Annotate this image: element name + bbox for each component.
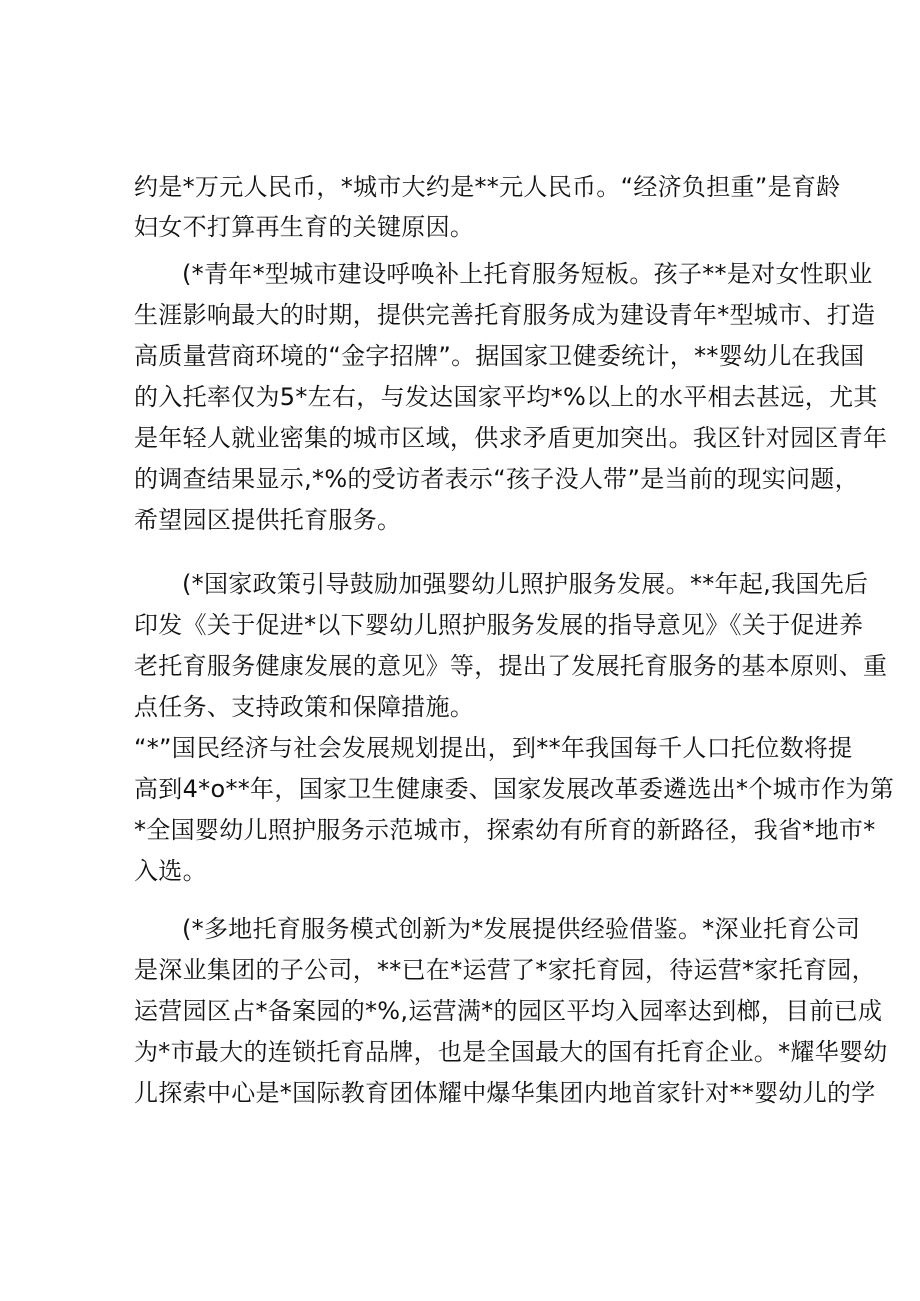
text-line: 的调查结果显示,*%的受访者表示“孩子没人带”是当前的现实问题， xyxy=(134,465,859,493)
text-line: 点任务、支持政策和保障措施。 xyxy=(134,693,475,721)
text-line: *全国婴幼儿照护服务示范城市，探索幼有所育的新路径，我省*地市* xyxy=(134,816,876,844)
text-line: 儿探索中心是*国际教育团体耀中爆华集团内地首家针对**婴幼儿的学 xyxy=(134,1079,876,1107)
text-line: 印发《关于促进*以下婴幼儿照护服务发展的指导意见》《关于促进养 xyxy=(134,611,864,639)
text-line: (*青年*型城市建设呼唤补上托育服务短板。孩子**是对女性职业 xyxy=(182,260,873,288)
text-line: “*”国民经济与社会发展规划提出，到**年我国每千人口托位数将提 xyxy=(134,734,853,762)
text-line: 妇女不打算再生育的关键原因。 xyxy=(134,213,475,241)
text-line: (*多地托育服务模式创新为*发展提供经验借鉴。*深业托育公司 xyxy=(182,915,861,943)
text-line: 老托育服务健康发展的意见》等，提出了发展托育服务的基本原则、重 xyxy=(134,652,888,680)
text-line: 希望园区提供托育服务。 xyxy=(134,506,402,534)
text-line: 运营园区占*备案园的*%,运营满*的园区平均入园率达到榔，目前已成 xyxy=(134,997,883,1025)
text-line: 生涯影响最大的时期，提供完善托育服务成为建设青年*型城市、打造 xyxy=(134,301,876,329)
text-line: 高质量营商环境的“金字招牌”。据国家卫健委统计，**婴幼儿在我国 xyxy=(134,342,865,370)
text-line: 是年轻人就业密集的城市区域，供求矛盾更加突出。我区针对园区青年 xyxy=(134,424,888,452)
text-line: 高到4*o**年，国家卫生健康委、国家发展改革委遴选出*个城市作为第 xyxy=(134,775,895,803)
text-line: (*国家政策引导鼓励加强婴幼儿照护服务发展。**年起,我国先后 xyxy=(182,570,869,598)
text-line: 为*市最大的连锁托育品牌，也是全国最大的国有托育企业。*耀华婴幼 xyxy=(134,1038,888,1066)
text-line: 是深业集团的子公司，**已在*运营了*家托育园，待运营*家托育园， xyxy=(134,956,876,984)
text-line: 入选。 xyxy=(134,857,207,885)
text-line: 约是*万元人民币，*城市大约是**元人民币。“经济负担重”是育龄 xyxy=(134,173,841,201)
text-line: 的入托率仅为5*左右，与发达国家平均*%以上的水平相去甚远，尤其 xyxy=(134,383,878,411)
